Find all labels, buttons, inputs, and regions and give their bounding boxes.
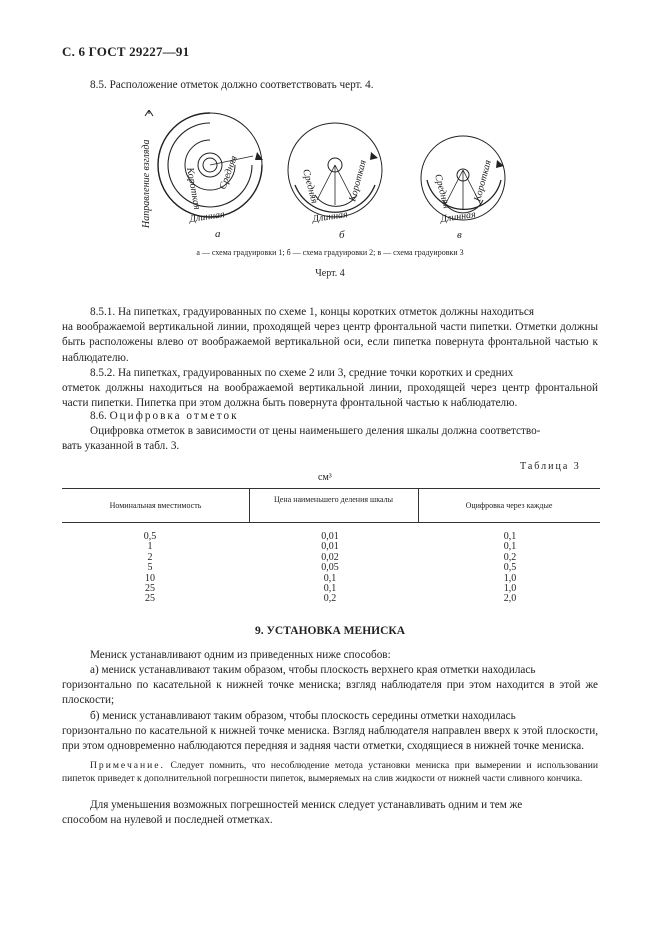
- method-b-line1: б) мениск устанавливают таким образом, чтобы плоскость середины отметки находилась: [90, 710, 516, 722]
- table-cell: 10: [145, 572, 155, 584]
- table-cell: 0,01: [321, 531, 339, 542]
- table-label: Таблица 3: [520, 461, 581, 472]
- para-8-6-line2: вать указанной в табл. 3.: [62, 440, 180, 452]
- method-a-rest: горизонтально по касательной к нижней точке мениска; взгляд наблюдателя при этом находится в этой же плоскости;: [62, 679, 598, 707]
- table-cell: 1,0: [503, 583, 517, 595]
- scheme-b: [288, 123, 382, 241]
- note-label: Примечание.: [90, 760, 165, 771]
- method-b-rest: горизонтально по касательной к нижней точке мениска. Взгляд наблюдателя направлен вверх к этой плоскости, при этом одновременно наблюдаются передняя и задняя части отметки, сходящиеся в нижней точке мениска.: [62, 725, 598, 753]
- scheme-b-label: б: [339, 229, 345, 241]
- table-col-division: [280, 532, 380, 605]
- table-header-digitization: Оцифровка через каждые: [465, 501, 553, 510]
- table-cell: 1: [147, 541, 153, 553]
- svg-text:Средняя: Средняя: [300, 167, 320, 205]
- table-cell: 5: [147, 562, 153, 574]
- table-cell: 25: [145, 593, 155, 605]
- table-cell: 0,05: [321, 562, 339, 574]
- svg-text:Короткая: Короткая: [472, 158, 494, 203]
- table-header-capacity: Номинальная вместимость: [109, 501, 202, 510]
- para-8-5-1-line1: 8.5.1. На пипетках, градуированных по схеме 1, концы коротких отметок должны находиться: [90, 306, 534, 318]
- para-8-6-line1: Оцифровка отметок в зависимости от цены наименьшего деления шкалы должна соответство-: [90, 425, 541, 437]
- para-8-5-1-rest: на воображаемой вертикальной линии, проходящей через центр фронтальной части пипетки. Отметки должны быть расположены влево от воображаемой вертикальной оси, если пипетка повернута фронтальной частью к наблюдателю.: [62, 321, 598, 364]
- table-cell: 0,5: [143, 531, 157, 542]
- table-cell: 0,1: [323, 572, 337, 584]
- scheme-a: [158, 113, 263, 240]
- svg-text:Средняя: Средняя: [432, 172, 452, 210]
- method-a-line1: а) мениск устанавливают таким образом, чтобы плоскость верхнего края отметки находилась: [90, 664, 536, 676]
- table-col-capacity: [100, 532, 200, 605]
- para-8-6-heading: 8.6. Оцифровка отметок: [90, 410, 239, 422]
- page-header: С. 6 ГОСТ 29227—91: [62, 44, 190, 59]
- note: [62, 759, 598, 785]
- figure-title: Черт. 4: [315, 268, 345, 279]
- table-col-digitization: [460, 532, 560, 605]
- para-8-5: 8.5. Расположение отметок должно соответствовать черт. 4.: [90, 79, 374, 91]
- section-9-title: 9. УСТАНОВКА МЕНИСКА: [254, 625, 406, 637]
- table-cell: 0,1: [323, 583, 337, 595]
- svg-text:Короткая: Короткая: [347, 158, 369, 203]
- svg-text:Длинная: Длинная: [188, 209, 226, 225]
- scheme-c-label: в: [457, 229, 462, 241]
- table-cell: 0,2: [503, 551, 517, 563]
- table-cell: 2: [147, 551, 153, 563]
- table-cell: 0,01: [321, 541, 339, 553]
- scheme-a-label: а: [215, 228, 221, 240]
- scheme-c: [421, 136, 505, 241]
- table-cell: 0,1: [503, 531, 517, 542]
- svg-text:Длинная: Длинная: [439, 209, 477, 225]
- table-cell: 0,1: [503, 541, 517, 553]
- final-line1: Для уменьшения возможных погрешностей мениск следует устанавливать одним и тем же: [90, 799, 523, 811]
- table-cell: 0,5: [503, 562, 517, 574]
- svg-text:Короткая: Короткая: [184, 166, 203, 211]
- view-direction-label: Направление взгляда: [141, 139, 152, 228]
- svg-text:Длинная: Длинная: [311, 209, 349, 225]
- table-top-rule: [62, 488, 600, 489]
- table-cell: 0,2: [323, 593, 337, 605]
- table-cell: 25: [145, 583, 155, 595]
- table-cell: 0,02: [321, 551, 339, 563]
- final-line2: способом на нулевой и последней отметках.: [62, 814, 273, 826]
- para-8-5-2-line1: 8.5.2. На пипетках, градуированных по схеме 2 или 3, средние точки коротких и средних: [90, 367, 514, 379]
- section-9-intro: Мениск устанавливают одним из приведенных ниже способов:: [90, 649, 391, 661]
- note-text: Следует помнить, что несоблюдение метода установки мениска при вымерении и использовании пипеток приведет к дополнительной погрешности пипеток, вымеряемых на слив жидкости от нижней части сливного кончика.: [62, 760, 598, 784]
- table-header-division: Цена наименьшего деления шкалы: [274, 495, 393, 504]
- svg-text:Средняя: Средняя: [217, 154, 240, 192]
- table-unit: см³: [318, 472, 332, 483]
- table-header-rule: [62, 522, 600, 523]
- table-cell: 1,0: [503, 572, 517, 584]
- table-vrule-1: [249, 488, 250, 522]
- figure-caption: а — схема градуировки 1; б — схема градуировки 2; в — схема градуировки 3: [196, 248, 464, 257]
- figure-4-diagram: [135, 110, 515, 245]
- para-8-5-2-rest: отметок должны находиться на воображаемой вертикальной линии, проходящей через центр фронтальной части пипетки. Пипетка при этом должна быть повернута фронтальной частью к наблюдателю.: [62, 382, 598, 410]
- table-cell: 2,0: [503, 593, 517, 605]
